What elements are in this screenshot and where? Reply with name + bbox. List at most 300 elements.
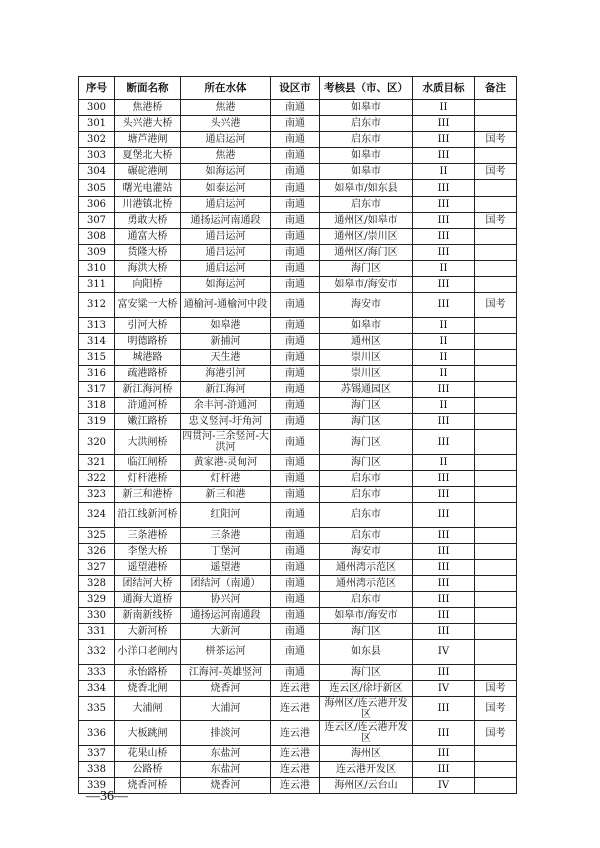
cell-no: 301: [79, 116, 115, 132]
cell-section-name: 勇敢大桥: [115, 212, 181, 228]
cell-no: 314: [79, 333, 115, 349]
cell-no: 325: [79, 527, 115, 543]
cell-water-body: 黄家港-灵甸河: [181, 454, 271, 470]
cell-no: 339: [79, 778, 115, 794]
cell-water-target: II: [413, 317, 475, 333]
cell-water-body: 海港引河: [181, 365, 271, 381]
cell-water-body: 焦港: [181, 100, 271, 116]
cell-section-name: 嫩江路桥: [115, 414, 181, 430]
cell-water-body: 东盐河: [181, 745, 271, 761]
cell-water-target: IV: [413, 640, 475, 665]
cell-water-target: III: [413, 132, 475, 148]
cell-city: 南通: [271, 503, 320, 528]
cell-section-name: 城港路: [115, 349, 181, 365]
table-row: [79, 164, 517, 180]
cell-section-name: 李堡大桥: [115, 543, 181, 559]
cell-city: 南通: [271, 575, 320, 591]
cell-note: [475, 244, 517, 260]
cell-water-target: III: [413, 430, 475, 455]
table-row: [79, 317, 517, 333]
table-row: [79, 212, 517, 228]
table-row: [79, 244, 517, 260]
cell-city: 南通: [271, 664, 320, 680]
cell-county: 海门区: [320, 260, 413, 276]
cell-section-name: 永怡路桥: [115, 664, 181, 680]
cell-county: 海安市: [320, 543, 413, 559]
cell-note: [475, 148, 517, 164]
cell-city: 南通: [271, 260, 320, 276]
table-row: [79, 503, 517, 528]
cell-section-name: 新三和港桥: [115, 486, 181, 502]
table-row: [79, 591, 517, 607]
cell-city: 连云港: [271, 745, 320, 761]
cell-water-body: 大浦河: [181, 696, 271, 721]
cell-no: 320: [79, 430, 115, 455]
cell-water-target: III: [413, 664, 475, 680]
cell-no: 331: [79, 624, 115, 640]
cell-county: 如皋市: [320, 100, 413, 116]
cell-city: 南通: [271, 640, 320, 665]
cell-no: 330: [79, 608, 115, 624]
cell-water-body: 四贯河-三余竖河-大洪河: [182, 431, 269, 454]
cell-county: 如皋市/海安市: [320, 608, 413, 624]
cell-note: [475, 100, 517, 116]
col-header-section: 断面名称: [115, 77, 181, 100]
cell-water-body: 协兴河: [181, 591, 271, 607]
cell-note: [475, 503, 517, 528]
cell-no: 302: [79, 132, 115, 148]
cell-county: 崇川区: [320, 365, 413, 381]
cell-water-target: III: [413, 762, 475, 778]
cell-city: 南通: [271, 196, 320, 212]
cell-water-body: 灯杆港: [181, 470, 271, 486]
cell-water-target: III: [413, 116, 475, 132]
cell-no: 310: [79, 260, 115, 276]
cell-water-target: III: [413, 543, 475, 559]
cell-city: 连云港: [271, 778, 320, 794]
cell-section-name: 新南新线桥: [115, 608, 181, 624]
cell-no: 326: [79, 543, 115, 559]
cell-water-target: III: [413, 745, 475, 761]
page-number: —36—: [86, 789, 128, 804]
cell-no: 315: [79, 349, 115, 365]
cell-note: [475, 116, 517, 132]
cell-section-name: 临江闸桥: [115, 454, 181, 470]
cell-note: [475, 640, 517, 665]
cell-note: 国考: [475, 721, 517, 746]
cell-county: 启东市: [320, 132, 413, 148]
cell-county: 海门区: [320, 664, 413, 680]
cell-water-body: 烧香河: [181, 778, 271, 794]
cell-water-target: II: [413, 100, 475, 116]
cell-city: 南通: [271, 100, 320, 116]
cell-note: [475, 196, 517, 212]
cell-water-target: III: [413, 527, 475, 543]
cell-section-name: 疏港路桥: [115, 365, 181, 381]
cell-water-target: III: [413, 696, 475, 721]
cell-water-body: 丁堡河: [181, 543, 271, 559]
cell-county: 通州区/海门区: [320, 244, 413, 260]
cell-section-name: 货隆大桥: [115, 244, 181, 260]
cell-county: 如皋市: [320, 148, 413, 164]
cell-section-name: 大洪闸桥: [115, 430, 181, 455]
cell-no: 300: [79, 100, 115, 116]
cell-county: 通州区/崇川区: [320, 228, 413, 244]
cell-county: 启东市: [320, 486, 413, 502]
table-row: [79, 624, 517, 640]
cell-county: 通州区: [320, 333, 413, 349]
cell-section-name: 公路桥: [115, 762, 181, 778]
cell-city: 南通: [271, 132, 320, 148]
cell-city: 南通: [271, 228, 320, 244]
cell-note: [475, 575, 517, 591]
table-row: [79, 640, 517, 665]
cell-water-target: II: [413, 454, 475, 470]
cell-county: 海安市: [320, 293, 413, 318]
cell-note: [475, 624, 517, 640]
col-header-note: 备注: [475, 77, 517, 100]
cell-county: 如皋市/海安市: [320, 277, 413, 293]
water-quality-table-sheet: [78, 76, 516, 794]
cell-city: 南通: [271, 244, 320, 260]
cell-no: 335: [79, 696, 115, 721]
cell-section-name: 明德路桥: [115, 333, 181, 349]
cell-water-target: III: [413, 503, 475, 528]
table-row: [79, 608, 517, 624]
table-row: [79, 100, 517, 116]
cell-county: 海门区: [320, 624, 413, 640]
cell-city: 南通: [271, 365, 320, 381]
cell-no: 334: [79, 680, 115, 696]
cell-section-name: 大浦闸: [115, 696, 181, 721]
cell-water-body: 忠义竖河-圩角河: [181, 414, 271, 430]
cell-water-target: III: [413, 293, 475, 318]
cell-water-target: III: [413, 575, 475, 591]
cell-water-target: III: [413, 196, 475, 212]
cell-no: 311: [79, 277, 115, 293]
cell-city: 连云港: [271, 762, 320, 778]
cell-water-body: 头兴港: [181, 116, 271, 132]
table-row: [79, 349, 517, 365]
cell-city: 南通: [271, 180, 320, 196]
cell-note: [475, 608, 517, 624]
cell-city: 连云港: [271, 721, 320, 746]
cell-water-body: 如皋港: [181, 317, 271, 333]
cell-section-name: 沿江线新河桥: [115, 503, 181, 528]
cell-city: 南通: [271, 414, 320, 430]
cell-county: 连云区/连云港开发区: [320, 721, 413, 746]
cell-city: 连云港: [271, 680, 320, 696]
cell-section-name: 通海大道桥: [115, 591, 181, 607]
cell-no: 319: [79, 414, 115, 430]
cell-section-name: 烧香北闸: [115, 680, 181, 696]
cell-city: 南通: [271, 164, 320, 180]
table-row: [79, 414, 517, 430]
col-header-water-body: 所在水体: [181, 77, 271, 100]
cell-note: [475, 398, 517, 414]
cell-no: 327: [79, 559, 115, 575]
cell-county: 启东市: [320, 591, 413, 607]
cell-water-target: IV: [413, 680, 475, 696]
cell-water-target: III: [413, 277, 475, 293]
cell-city: 南通: [271, 430, 320, 455]
cell-no: 336: [79, 721, 115, 746]
cell-county: 海州区/连云港开发区: [320, 696, 413, 721]
cell-section-name: 焦港桥: [115, 100, 181, 116]
table-row: [79, 196, 517, 212]
cell-note: [475, 486, 517, 502]
cell-water-body: 新捕河: [181, 333, 271, 349]
cell-county: 通州湾示范区: [320, 559, 413, 575]
table-row: [79, 543, 517, 559]
cell-section-name: 三条港桥: [115, 527, 181, 543]
cell-water-body: 焦港: [181, 148, 271, 164]
cell-water-body: 通启运河: [181, 260, 271, 276]
cell-city: 南通: [271, 349, 320, 365]
cell-water-body: 新江海河: [181, 382, 271, 398]
cell-water-body: 余丰河-浒通河: [181, 398, 271, 414]
cell-no: 337: [79, 745, 115, 761]
col-header-target: 水质目标: [413, 77, 475, 100]
cell-city: 南通: [271, 382, 320, 398]
table-header-row: [79, 77, 517, 100]
cell-note: 国考: [475, 212, 517, 228]
table-row: [79, 228, 517, 244]
cell-section-name: 通富大桥: [115, 228, 181, 244]
cell-county: 海州区/云台山: [320, 778, 413, 794]
cell-no: 306: [79, 196, 115, 212]
cell-city: 南通: [271, 277, 320, 293]
cell-section-name: 头兴港大桥: [115, 116, 181, 132]
cell-city: 连云港: [271, 696, 320, 721]
cell-note: 国考: [475, 293, 517, 318]
cell-note: [475, 470, 517, 486]
cell-note: [475, 591, 517, 607]
cell-city: 南通: [271, 559, 320, 575]
cell-city: 南通: [271, 148, 320, 164]
cell-section-name: 大板跳闸: [115, 721, 181, 746]
table-row: [79, 778, 517, 794]
cell-water-target: IV: [413, 778, 475, 794]
cell-county: 启东市: [320, 116, 413, 132]
cell-city: 南通: [271, 527, 320, 543]
cell-section-name: 团结河大桥: [115, 575, 181, 591]
cell-note: [475, 527, 517, 543]
cell-section-name: 新江海河桥: [115, 382, 181, 398]
cell-water-body: 如海运河: [181, 164, 271, 180]
cell-section-name: 夏堡北大桥: [115, 148, 181, 164]
cell-water-body: 通榆河-通榆河中段: [181, 293, 271, 318]
cell-note: [475, 430, 517, 455]
cell-water-target: III: [413, 414, 475, 430]
cell-county: 启东市: [320, 470, 413, 486]
cell-note: [475, 277, 517, 293]
cell-section-name: 烧香河桥: [115, 778, 181, 794]
table-row: [79, 180, 517, 196]
cell-water-body: 遥望港: [181, 559, 271, 575]
cell-section-name: 大新河桥: [115, 624, 181, 640]
cell-note: 国考: [475, 680, 517, 696]
cell-note: [475, 778, 517, 794]
table-row: [79, 745, 517, 761]
cell-water-target: II: [413, 260, 475, 276]
table-row: [79, 486, 517, 502]
table-row: [79, 680, 517, 696]
cell-city: 南通: [271, 543, 320, 559]
cell-no: 322: [79, 470, 115, 486]
cell-water-body: 新三和港: [181, 486, 271, 502]
cell-water-body: 东盐河: [181, 762, 271, 778]
cell-county: 启东市: [320, 503, 413, 528]
cell-county: 如皋市: [320, 164, 413, 180]
cell-county: 如皋市/如东县: [320, 180, 413, 196]
cell-water-target: III: [413, 624, 475, 640]
cell-note: 国考: [475, 164, 517, 180]
cell-no: 338: [79, 762, 115, 778]
cell-water-body: 三条港: [181, 527, 271, 543]
cell-note: [475, 762, 517, 778]
cell-no: 328: [79, 575, 115, 591]
cell-water-body: 通扬运河南通段: [181, 608, 271, 624]
table-row: [79, 293, 517, 318]
cell-water-body: 红阳河: [181, 503, 271, 528]
cell-city: 南通: [271, 116, 320, 132]
cell-note: [475, 333, 517, 349]
cell-section-name: 川港镇北桥: [115, 196, 181, 212]
table-body: [79, 100, 517, 794]
cell-note: [475, 664, 517, 680]
cell-water-target: III: [413, 382, 475, 398]
table-row: [79, 148, 517, 164]
cell-note: [475, 543, 517, 559]
table-row: [79, 664, 517, 680]
cell-water-target: III: [413, 228, 475, 244]
cell-city: 南通: [271, 317, 320, 333]
cell-water-body: 如海运河: [181, 277, 271, 293]
cell-water-body: 团结河（南通）: [181, 575, 271, 591]
cell-city: 南通: [271, 333, 320, 349]
col-header-county: 考核县（市、区）: [320, 77, 413, 100]
cell-section-name: 塘芦港闸: [115, 132, 181, 148]
cell-no: 333: [79, 664, 115, 680]
cell-water-body: 天生港: [181, 349, 271, 365]
cell-county: 通州区/如皋市: [320, 212, 413, 228]
table-row: [79, 132, 517, 148]
cell-water-body: 通扬运河南通段: [181, 212, 271, 228]
cell-section-name: 引河大桥: [115, 317, 181, 333]
table-row: [79, 365, 517, 381]
cell-no: 305: [79, 180, 115, 196]
cell-water-target: II: [413, 333, 475, 349]
cell-section-name: 小洋口老闸内: [115, 640, 181, 665]
cell-water-target: III: [413, 486, 475, 502]
cell-no: 323: [79, 486, 115, 502]
cell-note: [475, 365, 517, 381]
cell-water-body: 排淡河: [181, 721, 271, 746]
table-row: [79, 382, 517, 398]
cell-city: 南通: [271, 398, 320, 414]
cell-no: 329: [79, 591, 115, 607]
cell-no: 304: [79, 164, 115, 180]
cell-water-body: 通启运河: [181, 196, 271, 212]
cell-county: 苏锡通园区: [320, 382, 413, 398]
cell-section-name: 灯杆港桥: [115, 470, 181, 486]
cell-water-target: III: [413, 148, 475, 164]
cell-city: 南通: [271, 470, 320, 486]
cell-water-target: III: [413, 180, 475, 196]
cell-note: [475, 180, 517, 196]
cell-note: 国考: [475, 696, 517, 721]
table-row: [79, 430, 517, 455]
cell-note: [475, 382, 517, 398]
cell-note: [475, 228, 517, 244]
cell-no: 324: [79, 503, 115, 528]
table-row: [79, 398, 517, 414]
table-row: [79, 762, 517, 778]
table-row: [79, 575, 517, 591]
cell-county: 连云区/徐圩新区: [320, 680, 413, 696]
cell-city: 南通: [271, 624, 320, 640]
cell-no: 307: [79, 212, 115, 228]
cell-county: 连云港开发区: [320, 762, 413, 778]
cell-county: 通州湾示范区: [320, 575, 413, 591]
cell-water-body: 江海河-英雄竖河: [181, 664, 271, 680]
cell-county: 启东市: [320, 527, 413, 543]
cell-county: 海门区: [320, 398, 413, 414]
cell-no: 317: [79, 382, 115, 398]
table-row: [79, 454, 517, 470]
cell-note: [475, 317, 517, 333]
cell-water-body: 如泰运河: [181, 180, 271, 196]
cell-section-name: 花果山桥: [115, 745, 181, 761]
cell-water-body: 通吕运河: [181, 244, 271, 260]
cell-no: 312: [79, 293, 115, 318]
cell-section-name: 曙光电灌站: [115, 180, 181, 196]
table-row: [79, 333, 517, 349]
cell-water-body: 通启运河: [181, 132, 271, 148]
cell-note: [475, 559, 517, 575]
cell-section-name: 浒通河桥: [115, 398, 181, 414]
cell-county: 海门区: [320, 414, 413, 430]
table-row: [79, 277, 517, 293]
cell-city: 南通: [271, 454, 320, 470]
cell-note: 国考: [475, 132, 517, 148]
cell-city: 南通: [271, 608, 320, 624]
cell-county: 海州区: [320, 745, 413, 761]
col-header-no: 序号: [79, 77, 115, 100]
cell-water-target: III: [413, 721, 475, 746]
cell-water-target: II: [413, 349, 475, 365]
table-row: [79, 559, 517, 575]
cell-city: 南通: [271, 212, 320, 228]
cell-note: [475, 260, 517, 276]
cell-county: 如皋市: [320, 317, 413, 333]
cell-city: 南通: [271, 486, 320, 502]
cell-no: 332: [79, 640, 115, 665]
cell-no: 309: [79, 244, 115, 260]
cell-section-name: 碾砣港闸: [115, 164, 181, 180]
water-quality-table: [78, 76, 517, 794]
cell-county: 海门区: [320, 454, 413, 470]
cell-section-name: 遥望港桥: [115, 559, 181, 575]
cell-no: 321: [79, 454, 115, 470]
cell-water-target: II: [413, 398, 475, 414]
col-header-city: 设区市: [271, 77, 320, 100]
cell-water-target: II: [413, 365, 475, 381]
table-row: [79, 527, 517, 543]
cell-water-target: III: [413, 470, 475, 486]
cell-city: 南通: [271, 591, 320, 607]
